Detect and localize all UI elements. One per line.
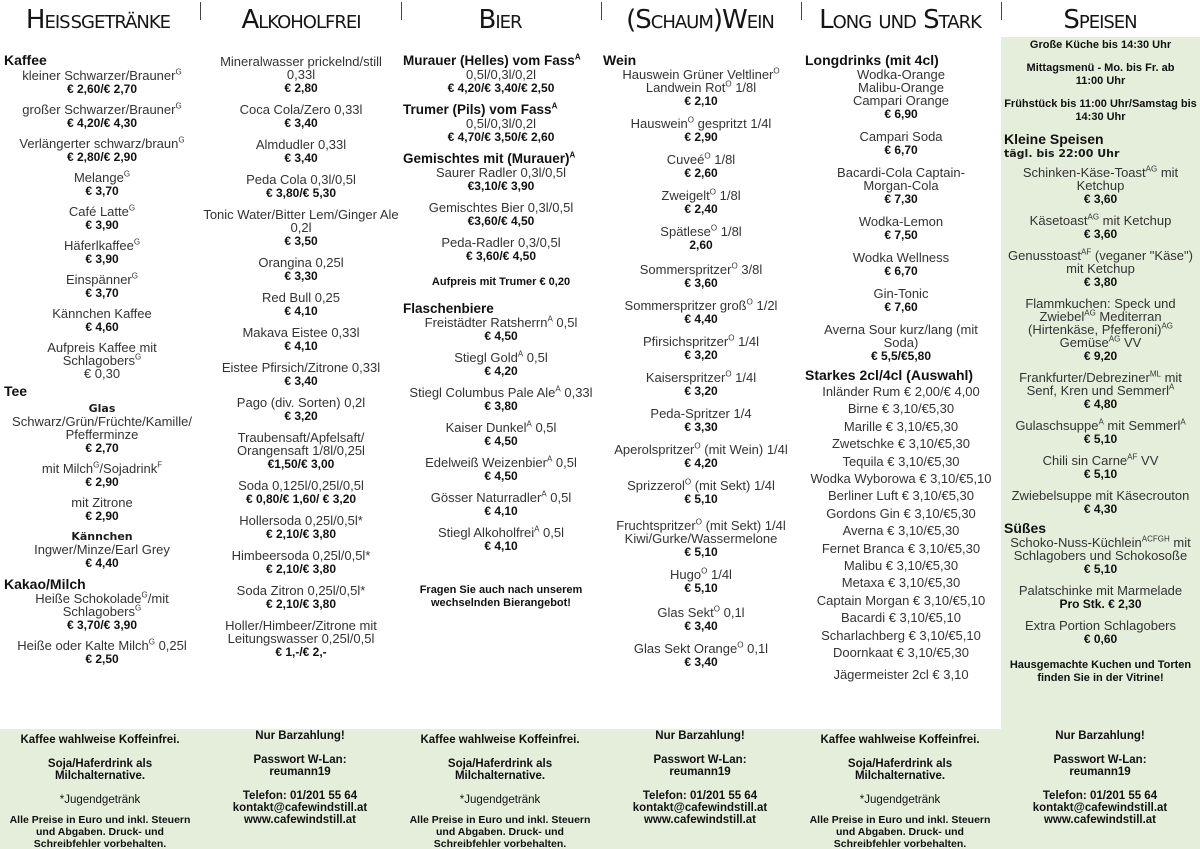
list-item: Metaxa € 3,10/€5,30	[841, 575, 961, 591]
menu-item: Genusstoast$^{AF}$ (veganer "Käse") mit Ketchup € 3,80	[1008, 247, 1193, 289]
column-bier	[403, 53, 599, 729]
menu-item: Stiegl Gold$^A$ 0,5l € 4,20	[454, 349, 548, 378]
menu-item: Cuveé$^O$ 1/8l € 2,60	[666, 151, 736, 180]
menu-item: Stiegl Columbus Pale Ale$^A$ 0,33l € 3,80	[409, 384, 593, 413]
menu-item: Heiße Schokolade$^G$/mit Schlagobers$^G$ € 3,70/€ 3,90	[35, 590, 169, 632]
menu-item: Fruchtspritzer$^O$ (mit Sekt) 1/4l Kiwi/Gurke/Wassermelone € 5,10	[616, 517, 786, 559]
menu-item: Sprizzerol$^O$ (mit Sekt) 1/4l € 5,10	[627, 477, 775, 506]
menu-item: mit Milch$^G$/Sojadrink$^F$ € 2,90	[41, 460, 163, 489]
menu-item: Red Bull 0,25 € 4,10	[261, 290, 341, 318]
menu-item: Holler/Himbeer/Zitrone mit Leitungswasser 0,25l/0,5l € 1,-/€ 2,-	[225, 618, 377, 659]
menu-item: Traubensaft/Apfelsaft/ Orangensaft 1/8l/0,25l €1,50/€ 3,00	[237, 430, 365, 471]
menu-item: Frankfurter/Debreziner$^{ML}$ mit Senf, Kren und Semmerl$^A$ € 4,80	[1019, 369, 1182, 411]
mittagsmenue-note: Mittagsmenü - Mo. bis Fr. ab 11:00 Uhr	[1026, 62, 1175, 87]
soja-note: Soja/Haferdrink als Milchalternative.	[447, 758, 553, 782]
menu-item: Peda-Spritzer 1/4 € 3,30	[650, 406, 752, 434]
menu-item: Tonic Water/Bitter Lem/Ginger Ale 0,2l € 3,50	[203, 207, 399, 248]
section-title-wein: Wein	[603, 52, 637, 68]
menu-item: Wodka-Lemon € 7,50	[858, 214, 944, 242]
menu-item: Hugo$^O$ 1/4l € 5,10	[670, 566, 732, 595]
menu-item: Palatschinke mit Marmelade Pro Stk. € 2,30	[1018, 583, 1183, 611]
subsection-title-glas: Glas	[88, 402, 116, 415]
menu-item: kleiner Schwarzer/Brauner$^G$ € 2,60/€ 2,70	[22, 67, 182, 96]
list-item: Jägermeister 2cl € 3,10	[833, 666, 969, 682]
section-title-tee: Tee	[4, 383, 28, 399]
menu-item: Pfirsichspritzer$^O$ 1/4l € 3,20	[642, 333, 760, 362]
menu-item: Almdudler 0,33l € 3,40	[255, 137, 347, 165]
list-item: Gordons Gin € 3,10/€5,30	[826, 505, 976, 521]
list-item: Berliner Luft € 3,10/€5,30	[828, 488, 974, 504]
menu-item: Gemischtes Bier 0,3l/0,5l €3,60/€ 4,50	[428, 200, 574, 228]
section-title-kaffee: Kaffee	[4, 52, 47, 68]
menu-item: Campari Soda € 6,70	[859, 129, 943, 157]
jugend-note: *Jugendgetränk	[459, 794, 541, 806]
menu-item: Sommerspritzer groß$^O$ 1/2l € 4,40	[624, 297, 778, 326]
column-speisen	[1001, 37, 1200, 729]
soja-note: Soja/Haferdrink als Milchalternative.	[847, 758, 953, 782]
phone-number: Telefon: 01/201 55 64	[642, 790, 758, 802]
soja-note: Soja/Haferdrink als Milchalternative.	[47, 758, 153, 782]
menu-item: Hollersoda 0,25l/0,5l* € 2,10/€ 3,80	[239, 513, 363, 541]
column-alkoholfrei	[203, 55, 399, 731]
header-speisen: Speisen	[1063, 5, 1137, 35]
list-item: Averna € 3,10/€5,30	[842, 523, 960, 539]
menu-item: Edelweiß Weizenbier$^A$ 0,5l € 4,50	[425, 454, 577, 483]
section-title-longdrinks: Longdrinks (mit 4cl)	[805, 52, 939, 68]
section-title-kleine-speisen: Kleine Speisen	[1004, 131, 1104, 147]
menu-item: Mineralwasser prickelnd/still 0,33l € 2,80	[220, 54, 382, 95]
list-item: Zwetschke € 3,10/€5,30	[831, 436, 971, 452]
koffein-note: Kaffee wahlweise Koffeinfrei.	[820, 734, 980, 746]
menu-item: Zweigelt$^O$ 1/8l € 2,40	[661, 187, 741, 216]
website-link[interactable]: www.cafewindstill.at	[643, 814, 757, 826]
bierangebot-note: Fragen Sie auch nach unserem wechselnden Bierangebot!	[419, 584, 583, 609]
menu-item: Einspänner$^G$ € 3,70	[65, 271, 138, 300]
website-link[interactable]: www.cafewindstill.at	[243, 814, 357, 826]
menu-item: Himbeersoda 0,25l/0,5l* € 2,10/€ 3,80	[231, 548, 371, 576]
kleine-speisen-hours: tägl. bis 22:00 Uhr	[1004, 147, 1120, 160]
menu-item: Verlängerter schwarz/braun$^G$ € 2,80/€ 2,90	[19, 135, 185, 164]
preise-note: Alle Preise in Euro und inkl. Steuern und Abgaben. Druck- und Schreibfehler vorbehalten.	[809, 814, 991, 849]
menu-item: Bacardi-Cola Captain-Morgan-Cola € 7,30	[837, 165, 965, 206]
menu-item: Spätlese$^O$ 1/8l 2,60	[660, 223, 742, 252]
barzahlung-note: Nur Barzahlung!	[255, 730, 345, 742]
jugend-note: *Jugendgetränk	[59, 794, 141, 806]
list-item: Doornkaat € 3,10/€5,30	[833, 645, 969, 661]
koffein-note: Kaffee wahlweise Koffeinfrei.	[420, 734, 580, 746]
menu-item: Schoko-Nuss-Küchlein$^{ACFGH}$ mit Schlagobers und Schokosoße € 5,10	[1010, 534, 1191, 576]
menu-item: Glas Sekt$^O$ 0,1l € 3,40	[657, 604, 745, 633]
menu-item: Kaiserspritzer$^O$ 1/4l € 3,20	[645, 369, 757, 398]
wlan-password: Passwort W-Lan: reumann19	[653, 754, 747, 778]
menu-item: Aufpreis Kaffee mit Schlagobers$^G$ € 0,30	[47, 340, 157, 381]
section-title-starkes: Starkes 2cl/4cl (Auswahl)	[805, 367, 974, 383]
menu-item: Schwarz/Grün/Früchte/Kamille/ Pfefferminze € 2,70	[12, 414, 192, 455]
list-item: Tequila € 3,10/€5,30	[842, 453, 960, 469]
list-item: Captain Morgan € 3,10/€5,10	[816, 592, 986, 608]
footer-contact-2	[600, 730, 800, 838]
menu-item: Eistee Pfirsich/Zitrone 0,33l € 3,40	[221, 360, 381, 388]
preise-note: Alle Preise in Euro und inkl. Steuern und Abgaben. Druck- und Schreibfehler vorbehalten.	[9, 814, 191, 849]
menu-item: Melange$^G$ € 3,70	[73, 169, 131, 198]
grosse-kueche-note: Große Küche bis 14:30 Uhr	[1029, 39, 1172, 51]
menu-item: Freistädter Ratsherrn$^A$ 0,5l € 4,50	[424, 314, 578, 343]
menu-item: 0,5l/0,3l/0,2l € 4,70/€ 3,50/€ 2,60	[447, 116, 555, 144]
menu-item: Coca Cola/Zero 0,33l € 3,40	[239, 102, 363, 130]
list-item: Marille € 3,10/€5,30	[843, 418, 959, 434]
list-item: Inländer Rum € 2,00/€ 4,00	[822, 384, 980, 399]
menu-item: Sommerspritzer$^O$ 3/8l € 3,60	[639, 261, 763, 290]
list-item: Birne € 3,10/€5,30	[847, 401, 955, 417]
header-row	[0, 0, 1200, 40]
menu-item: Gösser Naturradler$^A$ 0,5l € 4,10	[430, 489, 572, 518]
email-link[interactable]: kontakt@cafewindstill.at	[1032, 802, 1168, 814]
section-title-kakao: Kakao/Milch	[4, 576, 86, 592]
fruehstueck-note: Frühstück bis 11:00 Uhr/Samstag bis 14:30 Uhr	[1004, 98, 1197, 123]
footer-contact-1	[200, 730, 400, 838]
menu-item: Café Latte$^G$ € 3,90	[68, 203, 136, 232]
menu-item: Hauswein$^O$ gespritzt 1/4l € 2,90	[630, 115, 772, 144]
menu-item: Orangina 0,25l € 3,30	[258, 255, 344, 283]
menu-item: Kaiser Dunkel$^A$ 0,5l € 4,50	[445, 419, 557, 448]
header-bier: Bier	[478, 5, 522, 35]
menu-item: Pago (div. Sorten) 0,2l € 3,20	[236, 395, 366, 423]
menu-item: Averna Sour kurz/lang (mit Soda) € 5,5/€5,80	[824, 322, 978, 363]
footer-info-2	[400, 734, 600, 849]
menu-item: Hauswein Grüner Veltliner$^O$ Landwein Rot$^O$ 1/8l € 2,10	[622, 66, 780, 108]
header-divider	[200, 2, 201, 20]
phone-number: Telefon: 01/201 55 64	[1042, 790, 1158, 802]
preise-note: Alle Preise in Euro und inkl. Steuern und Abgaben. Druck- und Schreibfehler vorbehalten.	[409, 814, 591, 849]
menu-item: Gin-Tonic € 7,60	[873, 286, 929, 314]
menu-item: 0,5l/0,3l/0,2l € 4,20/€ 3,40/€ 2,50	[447, 67, 555, 95]
list-item: Scharlachberg € 3,10/€5,10	[821, 627, 981, 643]
koffein-note: Kaffee wahlweise Koffeinfrei.	[20, 734, 180, 746]
menu-item: Zwiebelsuppe mit Käsecrouton € 4,30	[1011, 488, 1190, 516]
column-longstark	[803, 53, 999, 729]
spirits-list	[803, 383, 999, 683]
section-title-trumer: Trumer (Pils) vom Fass$^A$	[403, 101, 558, 117]
barzahlung-note: Nur Barzahlung!	[1055, 730, 1145, 742]
menu-item: Soda Zitron 0,25l/0,5l* € 2,10/€ 3,80	[236, 583, 366, 611]
menu-item: Extra Portion Schlagobers € 0,60	[1024, 618, 1177, 646]
menu-item: Schinken-Käse-Toast$^{AG}$ mit Ketchup € 3,60	[1022, 164, 1179, 206]
column-heissgetraenke	[4, 53, 200, 729]
menu-item: Chili sin Carne$^{AF}$ VV € 5,10	[1042, 452, 1159, 481]
menu-item: Peda-Radler 0,3/0,5l € 3,60/€ 4,50	[441, 235, 561, 263]
list-item: Bacardi € 3,10/€5,10	[841, 610, 961, 626]
menu-item: Heiße oder Kalte Milch$^G$ 0,25l € 2,50	[17, 637, 187, 666]
menu-item: Stiegl Alkoholfrei$^A$ 0,5l € 4,10	[437, 524, 565, 553]
barzahlung-note: Nur Barzahlung!	[655, 730, 745, 742]
list-item: Wodka Wyborowa € 3,10/€5,10	[810, 471, 992, 487]
menu-item: Käsetoast$^{AG}$ mit Ketchup € 3,60	[1029, 212, 1172, 241]
header-alkoholfrei: Alkoholfrei	[241, 5, 361, 35]
menu-item: Soda 0,125l/0,25l/0,5l € 0,80/€ 1,60/ € 3,20	[238, 478, 364, 506]
section-title-gemischtes: Gemischtes mit (Murauer)$^A$	[403, 150, 576, 166]
menu-item: Makava Eistee 0,33l € 4,10	[242, 325, 360, 353]
list-item: Fernet Branca € 3,10/€5,30	[821, 540, 981, 556]
menu-item: Wodka-Orange Malibu-Orange Campari Orange € 6,90	[852, 67, 950, 121]
email-link[interactable]: kontakt@cafewindstill.at	[232, 802, 368, 814]
section-title-flaschenbiere: Flaschenbiere	[403, 301, 494, 316]
menu-item: Wodka Wellness € 6,70	[852, 250, 950, 278]
kuchen-note: Hausgemachte Kuchen und Torten finden Sie in der Vitrine!	[1009, 659, 1192, 684]
menu-item: Peda Cola 0,3l/0,5l € 3,80/€ 5,30	[246, 172, 356, 200]
wlan-password: Passwort W-Lan: reumann19	[1053, 754, 1147, 778]
column-wein	[603, 53, 799, 729]
menu-item: Gulaschsuppe$^A$ mit Semmerl$^A$ € 5,10	[1015, 417, 1186, 446]
header-wein: (Schaum)Wein	[626, 5, 774, 35]
wlan-password: Passwort W-Lan: reumann19	[253, 754, 347, 778]
footer-info-1	[0, 734, 200, 849]
website-link[interactable]: www.cafewindstill.at	[1043, 814, 1157, 826]
section-title-suesses: Süßes	[1004, 520, 1047, 536]
menu-item: Saurer Radler 0,3l/0,5l €3,10/€ 3,90	[435, 165, 567, 193]
menu-item: Glas Sekt Orange$^O$ 0,1l € 3,40	[633, 640, 769, 669]
subsection-title-kaennchen: Kännchen	[71, 530, 133, 543]
header-longstark: Long und Stark	[819, 5, 981, 35]
menu-item: Ingwer/Minze/Earl Grey € 4,40	[34, 542, 170, 570]
section-title-murauer: Murauer (Helles) vom Fass$^A$	[403, 52, 581, 68]
menu-item: Aperolspritzer$^O$ (mit Wein) 1/4l € 4,20	[614, 441, 788, 470]
menu-item: mit Zitrone € 2,90	[71, 495, 133, 523]
aufpreis-trumer-note: Aufpreis mit Trumer € 0,20	[431, 276, 571, 288]
menu-item: Flammkuchen: Speck und Zwiebel$^{AG}$ Mediterran (Hirtenkäse, Pfefferoni)$^{AG}$ Gemüse$^{AG}$ VV € 9,20	[1025, 296, 1176, 363]
email-link[interactable]: kontakt@cafewindstill.at	[632, 802, 768, 814]
list-item: Malibu € 3,10/€5,30	[843, 558, 959, 574]
footer	[0, 729, 1200, 849]
footer-contact-3	[1000, 730, 1200, 838]
jugend-note: *Jugendgetränk	[859, 794, 941, 806]
header-heissgetraenke: Heißgetränke	[25, 5, 171, 35]
menu-item: Kännchen Kaffee € 4,60	[52, 306, 152, 334]
phone-number: Telefon: 01/201 55 64	[242, 790, 358, 802]
footer-info-3	[800, 734, 1000, 849]
menu-item: Häferlkaffee$^G$ € 3,90	[63, 237, 141, 266]
menu-item: großer Schwarzer/Brauner$^G$ € 4,20/€ 4,30	[22, 101, 182, 130]
